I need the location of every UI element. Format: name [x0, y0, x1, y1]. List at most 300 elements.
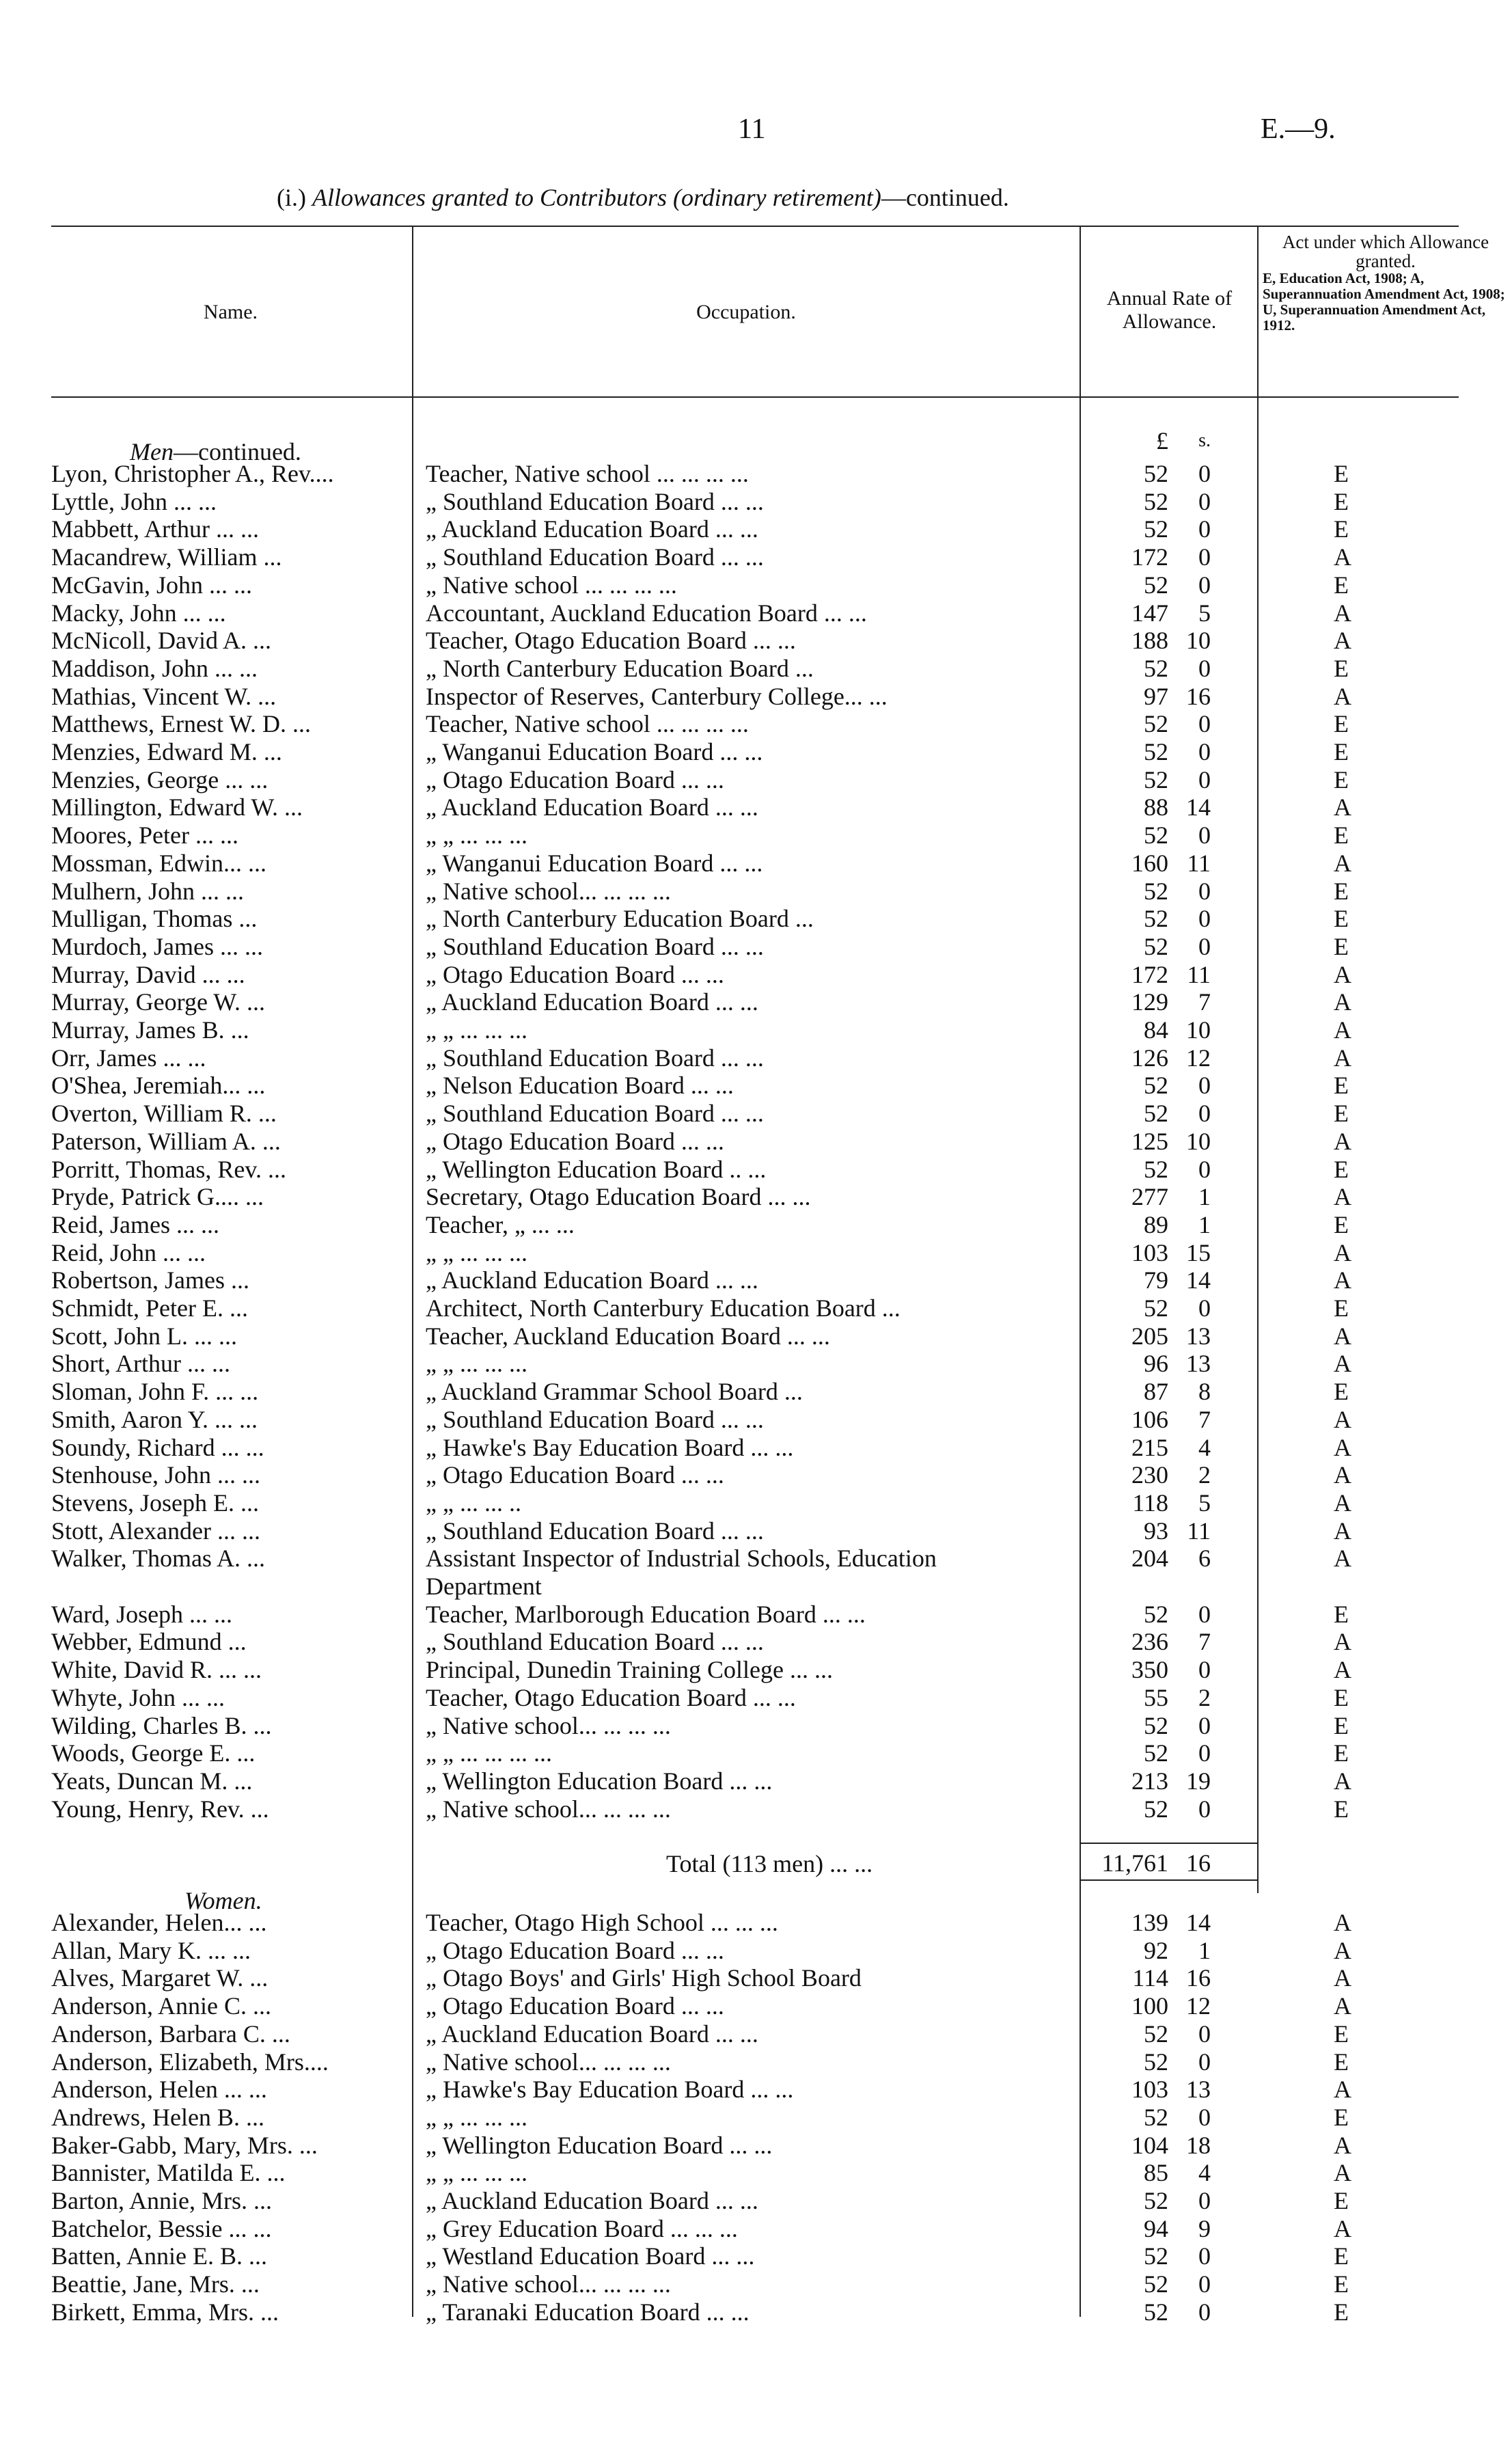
act-cell: E — [1334, 821, 1349, 850]
allowance-pounds-cell: 125 — [1131, 1127, 1168, 1155]
name-cell: Stott, Alexander ... ... — [51, 1517, 260, 1545]
allowance-shillings-cell: 0 — [1198, 2020, 1211, 2048]
table-row — [0, 1964, 1512, 1992]
men-total-label: Total (113 men) ... ... — [666, 1850, 873, 1877]
occupation-cell: „ Native school... ... ... ... — [426, 2270, 671, 2298]
occupation-cell: Accountant, Auckland Education Board ... ... — [426, 599, 867, 627]
name-cell: Soundy, Richard ... ... — [51, 1433, 264, 1461]
occupation-cell: „ „ ... ... ... ... — [426, 1739, 552, 1767]
name-column-header: Name. — [203, 301, 258, 323]
occupation-cell: „ „ ... ... ... — [426, 2159, 527, 2187]
allowance-pounds-cell: 52 — [1144, 571, 1168, 599]
table-row — [0, 1211, 1512, 1238]
allowance-pounds-cell: 52 — [1144, 905, 1168, 933]
act-cell: E — [1334, 710, 1349, 738]
allowance-shillings-cell: 16 — [1186, 682, 1211, 710]
allowance-shillings-cell: 1 — [1198, 1183, 1211, 1211]
allowance-pounds-cell: 89 — [1144, 1210, 1168, 1238]
allowance-shillings-cell: 0 — [1198, 877, 1211, 905]
act-header-key: E, Education Act, 1908; A, Superannuation Amendment Act, 1908; U, Superannuation Amendment Act, 1912. — [1263, 270, 1505, 334]
act-cell: A — [1334, 1909, 1351, 1936]
allowance-pounds-cell: 215 — [1131, 1433, 1168, 1461]
occupation-cell: „ Southland Education Board ... ... — [426, 1044, 764, 1072]
occupation-cell: „ Otago Education Board ... ... — [426, 765, 724, 793]
occupation-cell: „ Otago Education Board ... ... — [426, 1992, 724, 2020]
men-total-row — [0, 1849, 1512, 1877]
allowance-pounds-cell: 88 — [1144, 793, 1168, 821]
allowance-shillings-cell: 0 — [1198, 1155, 1211, 1183]
act-cell: A — [1334, 2159, 1351, 2187]
table-row — [0, 2048, 1512, 2076]
rate-column-header: Annual Rate of Allowance. — [1106, 287, 1233, 333]
table-row — [0, 710, 1512, 737]
name-cell: Anderson, Annie C. ... — [51, 1992, 271, 2020]
name-cell: Webber, Edmund ... — [51, 1628, 247, 1656]
occupation-cell: „ Wellington Education Board ... ... — [426, 1767, 773, 1795]
occupation-cell: „ Southland Education Board ... ... — [426, 487, 764, 515]
table-row — [0, 1909, 1512, 1936]
name-cell: Batchelor, Bessie ... ... — [51, 2214, 272, 2242]
act-cell: A — [1334, 1489, 1351, 1517]
occupation-cell: Inspector of Reserves, Canterbury College... ... — [426, 682, 888, 710]
occupation-cell: Teacher, Native school ... ... ... ... — [426, 710, 749, 738]
table-row — [0, 1628, 1512, 1655]
allowance-pounds-cell: 84 — [1144, 1016, 1168, 1044]
occupation-cell: „ Auckland Education Board ... ... — [426, 2020, 758, 2048]
occupation-cell: „ „ ... ... ... — [426, 2103, 527, 2131]
allowance-shillings-cell: 7 — [1198, 988, 1211, 1016]
name-cell: Orr, James ... ... — [51, 1044, 206, 1072]
table-row — [0, 1266, 1512, 1294]
name-cell: O'Shea, Jeremiah... ... — [51, 1072, 266, 1100]
table-row — [0, 571, 1512, 599]
name-cell: Murray, David ... ... — [51, 960, 245, 988]
allowance-pounds-cell: 52 — [1144, 2242, 1168, 2270]
table-row — [0, 2187, 1512, 2214]
allowance-shillings-cell: 19 — [1186, 1767, 1211, 1795]
act-cell: E — [1334, 1711, 1349, 1739]
act-cell: E — [1334, 2187, 1349, 2214]
allowance-shillings-cell: 0 — [1198, 1600, 1211, 1628]
allowance-shillings-cell: 1 — [1198, 1936, 1211, 1964]
allowance-shillings-cell: 13 — [1186, 1350, 1211, 1378]
table-row — [0, 2215, 1512, 2242]
occupation-cell: Teacher, Auckland Education Board ... ... — [426, 1322, 830, 1350]
allowance-shillings-cell: 14 — [1186, 793, 1211, 821]
act-cell: A — [1334, 627, 1351, 655]
act-cell: E — [1334, 654, 1349, 682]
allowance-pounds-cell: 213 — [1131, 1767, 1168, 1795]
table-row — [0, 793, 1512, 821]
allowance-shillings-cell: 0 — [1198, 1656, 1211, 1684]
act-cell: A — [1334, 1628, 1351, 1656]
occupation-cell: „ Nelson Education Board ... ... — [426, 1072, 734, 1100]
allowance-pounds-cell: 97 — [1144, 682, 1168, 710]
act-cell: A — [1334, 1266, 1351, 1294]
act-cell: A — [1334, 1517, 1351, 1545]
act-cell: A — [1334, 1656, 1351, 1684]
allowance-pounds-cell: 52 — [1144, 1600, 1168, 1628]
table-row — [0, 1322, 1512, 1350]
act-cell: A — [1334, 2214, 1351, 2242]
table-row — [0, 1072, 1512, 1099]
name-cell: Matthews, Ernest W. D. ... — [51, 710, 311, 738]
act-cell: A — [1334, 849, 1351, 877]
act-cell: E — [1334, 1210, 1349, 1238]
allowance-shillings-cell: 0 — [1198, 571, 1211, 599]
name-cell: Pryde, Patrick G.... ... — [51, 1183, 264, 1211]
table-row — [0, 766, 1512, 793]
allowance-pounds-cell: 129 — [1131, 988, 1168, 1016]
women-section-heading: Women. — [184, 1887, 262, 1914]
table-row — [0, 1350, 1512, 1377]
table-row — [0, 738, 1512, 765]
occupation-cell: „ Auckland Education Board ... ... — [426, 988, 758, 1016]
occupation-cell: „ Otago Boys' and Girls' High School Board — [426, 1964, 862, 1992]
table-row — [0, 1100, 1512, 1127]
name-cell: Birkett, Emma, Mrs. ... — [51, 2298, 279, 2326]
name-cell: Barton, Annie, Mrs. ... — [51, 2187, 272, 2214]
table-row — [0, 933, 1512, 960]
allowance-shillings-cell: 0 — [1198, 1739, 1211, 1767]
act-cell: E — [1334, 1155, 1349, 1183]
table-row — [0, 1156, 1512, 1183]
table-row — [0, 1601, 1512, 1628]
allowance-shillings-cell: 0 — [1198, 2187, 1211, 2214]
name-cell: Robertson, James ... — [51, 1266, 249, 1294]
pounds-unit: £ — [1156, 427, 1168, 454]
allowance-shillings-cell: 0 — [1198, 487, 1211, 515]
allowance-shillings-cell: 11 — [1187, 1517, 1211, 1545]
occupation-cell: „ Taranaki Education Board ... ... — [426, 2298, 750, 2326]
table-row — [0, 1128, 1512, 1155]
act-cell: A — [1334, 1183, 1351, 1211]
table-row — [0, 683, 1512, 710]
allowance-pounds-cell: 85 — [1144, 2159, 1168, 2187]
act-cell: E — [1334, 460, 1349, 487]
allowance-shillings-cell: 2 — [1198, 1461, 1211, 1489]
act-cell: A — [1334, 1405, 1351, 1433]
allowance-shillings-cell: 13 — [1186, 1322, 1211, 1350]
allowance-pounds-cell: 204 — [1131, 1545, 1168, 1573]
occupation-cell: „ Southland Education Board ... ... — [426, 543, 764, 571]
allowance-shillings-cell: 0 — [1198, 2242, 1211, 2270]
table-row — [0, 1044, 1512, 1072]
name-cell: Reid, James ... ... — [51, 1210, 219, 1238]
allowance-shillings-cell: 0 — [1198, 2048, 1211, 2076]
name-cell: Murray, James B. ... — [51, 1016, 249, 1044]
allowance-pounds-cell: 92 — [1144, 1936, 1168, 1964]
allowance-pounds-cell: 114 — [1132, 1964, 1168, 1992]
act-cell: E — [1334, 1683, 1349, 1711]
allowance-pounds-cell: 100 — [1131, 1992, 1168, 2020]
document-reference: E.—9. — [1261, 113, 1336, 145]
name-cell: Schmidt, Peter E. ... — [51, 1294, 248, 1322]
occupation-cell: „ „ ... ... ... — [426, 821, 527, 850]
name-cell: Macky, John ... ... — [51, 599, 226, 627]
allowance-pounds-cell: 126 — [1131, 1044, 1168, 1072]
act-cell: A — [1334, 2131, 1351, 2159]
allowance-pounds-cell: 160 — [1131, 849, 1168, 877]
name-cell: Walker, Thomas A. ... — [51, 1545, 265, 1573]
occupation-cell: „ Auckland Education Board ... ... — [426, 515, 758, 543]
men-total-pounds: 11,761 — [1101, 1849, 1168, 1877]
allowance-shillings-cell: 0 — [1198, 932, 1211, 960]
name-cell: Short, Arthur ... ... — [51, 1350, 231, 1378]
table-row — [0, 2104, 1512, 2131]
name-cell: Mulligan, Thomas ... — [51, 905, 258, 933]
allowance-pounds-cell: 147 — [1131, 599, 1168, 627]
allowance-pounds-cell: 172 — [1131, 960, 1168, 988]
occupation-cell: Teacher, Marlborough Education Board ... ... — [426, 1600, 866, 1628]
allowance-pounds-cell: 52 — [1144, 2048, 1168, 2076]
occupation-cell: „ North Canterbury Education Board ... — [426, 654, 814, 682]
act-cell: E — [1334, 571, 1349, 599]
occupation-cell: „ Auckland Education Board ... ... — [426, 793, 758, 821]
allowance-pounds-cell: 52 — [1144, 710, 1168, 738]
allowance-shillings-cell: 0 — [1198, 654, 1211, 682]
act-cell: E — [1334, 2270, 1349, 2298]
occupation-cell: „ Otago Education Board ... ... — [426, 960, 724, 988]
occupation-cell: „ Otago Education Board ... ... — [426, 1936, 724, 1964]
allowance-pounds-cell: 236 — [1131, 1628, 1168, 1656]
allowance-shillings-cell: 15 — [1186, 1238, 1211, 1266]
table-row — [0, 1239, 1512, 1266]
occupation-cell: „ Southland Education Board ... ... — [426, 1405, 764, 1433]
act-cell: A — [1334, 682, 1351, 710]
allowance-pounds-cell: 118 — [1132, 1489, 1168, 1517]
allowance-shillings-cell: 0 — [1198, 738, 1211, 765]
occupation-cell: „ „ ... ... ... — [426, 1016, 527, 1044]
allowance-pounds-cell: 52 — [1144, 654, 1168, 682]
allowance-shillings-cell: 0 — [1198, 2298, 1211, 2326]
table-row — [0, 2076, 1512, 2103]
name-cell: Sloman, John F. ... ... — [51, 1378, 259, 1406]
allowance-shillings-cell: 0 — [1198, 710, 1211, 738]
caption-prefix: (i.) — [277, 184, 312, 211]
occupation-cell: Architect, North Canterbury Education Board ... — [426, 1294, 901, 1322]
allowance-shillings-cell: 13 — [1186, 2076, 1211, 2104]
occupation-column-header: Occupation. — [696, 301, 796, 323]
name-cell: Menzies, Edward M. ... — [51, 738, 282, 765]
occupation-cell: Teacher, Otago High School ... ... ... — [426, 1909, 778, 1936]
name-cell: Mossman, Edwin... ... — [51, 849, 266, 877]
table-row — [0, 2298, 1512, 2326]
name-cell: Mabbett, Arthur ... ... — [51, 515, 259, 543]
occupation-cell: Teacher, Otago Education Board ... ... — [426, 1683, 796, 1711]
occupation-cell: Secretary, Otago Education Board ... ... — [426, 1183, 811, 1211]
allowance-shillings-cell: 12 — [1186, 1044, 1211, 1072]
allowance-pounds-cell: 52 — [1144, 1155, 1168, 1183]
name-cell: Whyte, John ... ... — [51, 1683, 225, 1711]
allowance-pounds-cell: 52 — [1144, 2270, 1168, 2298]
allowance-pounds-cell: 139 — [1131, 1909, 1168, 1936]
allowance-pounds-cell: 52 — [1144, 2103, 1168, 2131]
allowance-shillings-cell: 9 — [1198, 2214, 1211, 2242]
men-heading-label: Men — [130, 438, 174, 465]
allowance-pounds-cell: 52 — [1144, 1100, 1168, 1128]
name-cell: Scott, John L. ... ... — [51, 1322, 238, 1350]
allowance-pounds-cell: 230 — [1131, 1461, 1168, 1489]
act-cell: E — [1334, 487, 1349, 515]
allowance-shillings-cell: 7 — [1198, 1628, 1211, 1656]
act-cell: A — [1334, 1322, 1351, 1350]
name-cell: Alves, Margaret W. ... — [51, 1964, 269, 1992]
allowance-pounds-cell: 52 — [1144, 765, 1168, 793]
name-cell: Young, Henry, Rev. ... — [51, 1795, 269, 1823]
allowance-shillings-cell: 0 — [1198, 1100, 1211, 1128]
table-row — [0, 1016, 1512, 1044]
table-row — [0, 543, 1512, 571]
table-row — [0, 2159, 1512, 2186]
name-cell: McNicoll, David A. ... — [51, 627, 271, 655]
table-row — [0, 1795, 1512, 1823]
allowance-pounds-cell: 205 — [1131, 1322, 1168, 1350]
allowance-pounds-cell: 52 — [1144, 877, 1168, 905]
occupation-cell: „ Wellington Education Board ... ... — [426, 2131, 773, 2159]
table-row — [0, 988, 1512, 1016]
occupation-cell: Teacher, Native school ... ... ... ... — [426, 460, 749, 487]
table-row — [0, 2270, 1512, 2298]
table-row — [0, 878, 1512, 905]
allowance-pounds-cell: 94 — [1144, 2214, 1168, 2242]
allowance-pounds-cell: 52 — [1144, 2020, 1168, 2048]
occupation-cell: „ „ ... ... .. — [426, 1489, 521, 1517]
table-row — [0, 961, 1512, 988]
allowance-pounds-cell: 277 — [1131, 1183, 1168, 1211]
act-cell: A — [1334, 1016, 1351, 1044]
table-row — [0, 515, 1512, 543]
allowance-shillings-cell: 12 — [1186, 1992, 1211, 2020]
allowance-pounds-cell: 87 — [1144, 1378, 1168, 1406]
allowance-shillings-cell: 14 — [1186, 1909, 1211, 1936]
table-top-rule — [51, 226, 1459, 227]
act-cell: E — [1334, 2103, 1349, 2131]
name-cell: Murray, George W. ... — [51, 988, 265, 1016]
allowance-shillings-cell: 7 — [1198, 1405, 1211, 1433]
act-cell: A — [1334, 1767, 1351, 1795]
shillings-unit: s. — [1198, 430, 1211, 451]
table-row — [0, 1378, 1512, 1405]
act-header-title: Act under which Allowance granted. — [1282, 232, 1489, 271]
occupation-cell: „ Wanganui Education Board ... ... — [426, 849, 763, 877]
allowance-pounds-cell: 55 — [1144, 1683, 1168, 1711]
table-row — [0, 1937, 1512, 1964]
page-number: 11 — [738, 113, 766, 145]
occupation-cell: „ Native school... ... ... ... — [426, 877, 671, 905]
name-cell: Reid, John ... ... — [51, 1238, 206, 1266]
table-row — [0, 1294, 1512, 1322]
act-cell: E — [1334, 2298, 1349, 2326]
act-cell: E — [1334, 2020, 1349, 2048]
name-cell: Moores, Peter ... ... — [51, 821, 238, 850]
allowance-pounds-cell: 79 — [1144, 1266, 1168, 1294]
allowance-shillings-cell: 0 — [1198, 905, 1211, 933]
allowance-shillings-cell: 0 — [1198, 1072, 1211, 1100]
name-cell: Paterson, William A. ... — [51, 1127, 281, 1155]
name-cell: Bannister, Matilda E. ... — [51, 2159, 286, 2187]
allowance-shillings-cell: 0 — [1198, 1294, 1211, 1322]
allowance-shillings-cell: 16 — [1186, 1964, 1211, 1992]
allowance-shillings-cell: 4 — [1198, 1433, 1211, 1461]
act-cell: A — [1334, 1936, 1351, 1964]
allowance-shillings-cell: 0 — [1198, 460, 1211, 487]
allowance-pounds-cell: 104 — [1131, 2131, 1168, 2159]
table-row — [0, 655, 1512, 682]
act-cell: E — [1334, 1072, 1349, 1100]
occupation-cell: „ Grey Education Board ... ... ... — [426, 2214, 738, 2242]
act-cell: A — [1334, 543, 1351, 571]
occupation-cell: „ Westland Education Board ... ... — [426, 2242, 755, 2270]
name-cell: Lyttle, John ... ... — [51, 487, 217, 515]
allowance-pounds-cell: 96 — [1144, 1350, 1168, 1378]
table-row — [0, 460, 1512, 487]
occupation-cell: „ „ ... ... ... — [426, 1350, 527, 1378]
act-cell: E — [1334, 765, 1349, 793]
allowance-shillings-cell: 0 — [1198, 765, 1211, 793]
occupation-cell: „ North Canterbury Education Board ... — [426, 905, 814, 933]
name-cell: Smith, Aaron Y. ... ... — [51, 1405, 258, 1433]
allowance-shillings-cell: 4 — [1198, 2159, 1211, 2187]
name-cell: Millington, Edward W. ... — [51, 793, 303, 821]
occupation-cell: „ Auckland Education Board ... ... — [426, 2187, 758, 2214]
act-cell: E — [1334, 515, 1349, 543]
allowance-shillings-cell: 14 — [1186, 1266, 1211, 1294]
occupation-cell: Principal, Dunedin Training College ... ... — [426, 1656, 833, 1684]
table-row — [0, 1461, 1512, 1489]
occupation-cell: „ Native school... ... ... ... — [426, 1711, 671, 1739]
occupation-cell: „ Native school ... ... ... ... — [426, 571, 677, 599]
act-cell: A — [1334, 1433, 1351, 1461]
allowance-shillings-cell: 0 — [1198, 1711, 1211, 1739]
table-row — [0, 627, 1512, 654]
table-row — [0, 1545, 1512, 1572]
occupation-cell: „ Otago Education Board ... ... — [426, 1461, 724, 1489]
act-cell: A — [1334, 960, 1351, 988]
allowance-pounds-cell: 103 — [1131, 1238, 1168, 1266]
allowance-shillings-cell: 6 — [1198, 1545, 1211, 1573]
table-row — [0, 488, 1512, 515]
name-cell: White, David R. ... ... — [51, 1656, 262, 1684]
name-cell: Yeats, Duncan M. ... — [51, 1767, 253, 1795]
allowance-shillings-cell: 0 — [1198, 2270, 1211, 2298]
table-row — [0, 599, 1512, 627]
allowance-shillings-cell: 2 — [1198, 1683, 1211, 1711]
name-cell: Andrews, Helen B. ... — [51, 2103, 264, 2131]
act-cell: A — [1334, 1461, 1351, 1489]
allowance-shillings-cell: 18 — [1186, 2131, 1211, 2159]
act-cell: A — [1334, 988, 1351, 1016]
table-row — [0, 1183, 1512, 1210]
allowance-pounds-cell: 52 — [1144, 821, 1168, 850]
table-row — [0, 1739, 1512, 1767]
act-cell: E — [1334, 1795, 1349, 1823]
allowance-pounds-cell: 52 — [1144, 2298, 1168, 2326]
allowance-shillings-cell: 5 — [1198, 599, 1211, 627]
act-cell: E — [1334, 1600, 1349, 1628]
table-row — [0, 1406, 1512, 1433]
allowance-pounds-cell: 52 — [1144, 932, 1168, 960]
allowance-shillings-cell: 0 — [1198, 2103, 1211, 2131]
occupation-cell: „ Auckland Education Board ... ... — [426, 1266, 758, 1294]
name-cell: Porritt, Thomas, Rev. ... — [51, 1155, 286, 1183]
occupation-cell: „ Hawke's Bay Education Board ... ... — [426, 2076, 794, 2104]
allowance-pounds-cell: 52 — [1144, 2187, 1168, 2214]
allowance-pounds-cell: 188 — [1131, 627, 1168, 655]
occupation-cell: „ Auckland Grammar School Board ... — [426, 1378, 803, 1406]
table-row — [0, 1767, 1512, 1795]
name-cell: Mulhern, John ... ... — [51, 877, 244, 905]
